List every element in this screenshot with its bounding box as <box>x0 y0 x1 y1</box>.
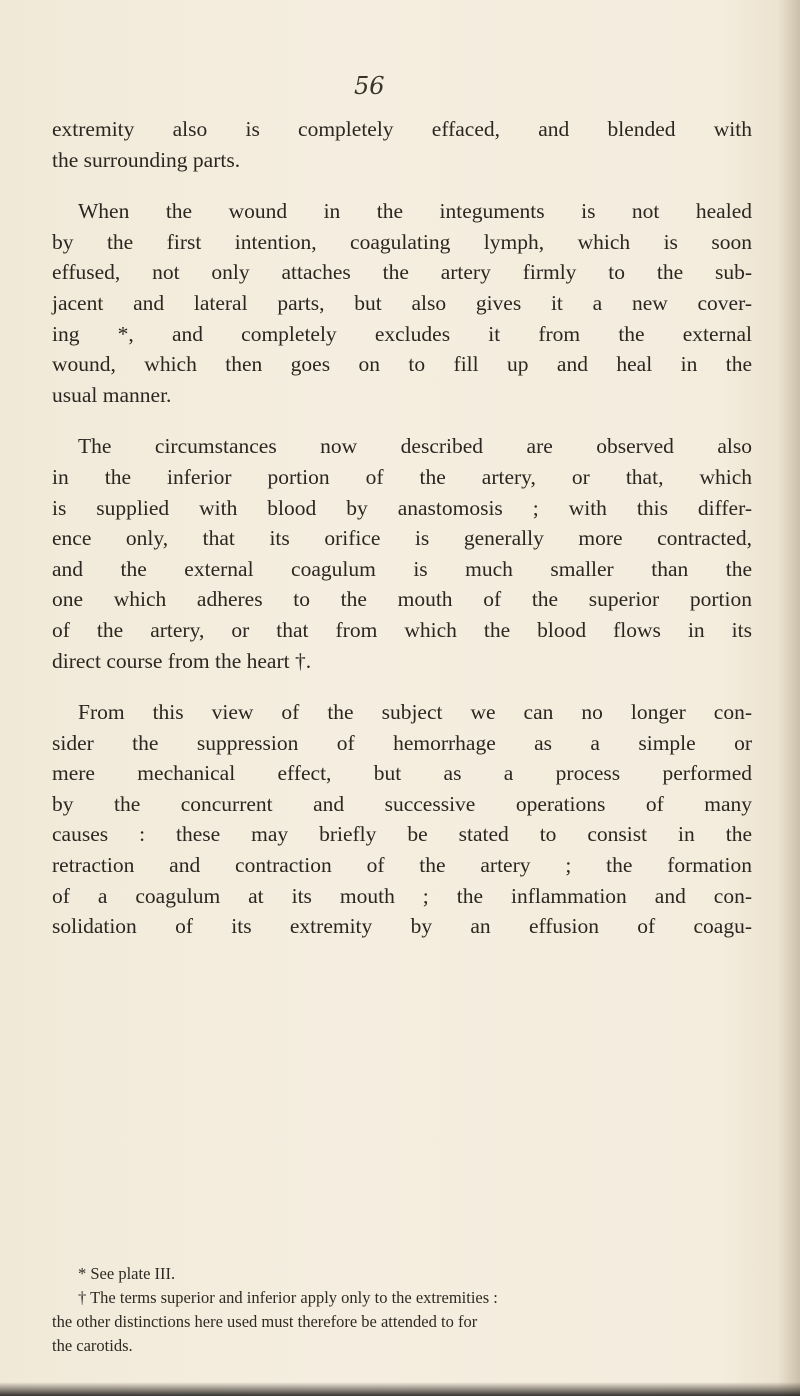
footnotes <box>52 1262 752 1358</box>
body-text <box>52 114 752 963</box>
text-line: mere mechanical effect, but as a process performed <box>52 761 752 786</box>
text-line: by the concurrent and successive operations of many <box>52 791 752 816</box>
text-line: causes : these may briefly be stated to consist in the <box>52 822 752 847</box>
text-line: effused, not only attaches the artery firmly to the sub- <box>52 260 752 285</box>
text-line: When the wound in the integuments is not healed <box>78 199 752 224</box>
page-edge-shadow <box>778 0 800 1396</box>
text-line: wound, which then goes on to fill up and heal in the <box>52 352 752 377</box>
paragraph-3 <box>52 431 752 676</box>
text-line: From this view of the subject we can no longer con- <box>78 700 752 725</box>
text-line: sider the suppression of hemorrhage as a simple or <box>52 730 752 755</box>
text-line: in the inferior portion of the artery, or that, which <box>52 464 752 489</box>
text-line: extremity also is completely effaced, and blended with <box>52 117 752 141</box>
text-line: by the first intention, coagulating lymph, which is soon <box>52 229 752 254</box>
text-line: usual manner. <box>52 382 172 407</box>
text-line: of a coagulum at its mouth ; the inflammation and con- <box>52 883 752 908</box>
page-number: 56 <box>354 72 385 100</box>
text-line: retraction and contraction of the artery ; the formation <box>52 853 752 878</box>
text-line: and the external coagulum is much smaller than the <box>52 556 752 581</box>
text-line: the surrounding parts. <box>52 147 241 172</box>
text-line: The circumstances now described are observed also <box>78 434 752 459</box>
paragraph-4 <box>52 697 752 942</box>
footnote: † The terms superior and inferior apply only to the extremities : <box>78 1288 498 1307</box>
page-bottom-shadow <box>0 1382 800 1396</box>
paragraph-2 <box>52 196 752 410</box>
text-line: direct course from the heart †. <box>52 648 312 673</box>
text-line: ence only, that its orifice is generally more contracted, <box>52 526 752 551</box>
text-line: one which adheres to the mouth of the superior portion <box>52 587 752 612</box>
text-line: is supplied with blood by anastomosis ; with this differ- <box>52 495 752 520</box>
text-line: ing *, and completely excludes it from the external <box>52 321 752 346</box>
footnote: * See plate III. <box>78 1264 176 1283</box>
footnote-continuation: the other distinctions here used must therefore be attended to for <box>52 1312 478 1331</box>
text-line: solidation of its extremity by an effusion of coagu- <box>52 914 752 939</box>
paragraph-1 <box>52 114 752 175</box>
text-line: of the artery, or that from which the blood flows in its <box>52 617 752 642</box>
text-line: jacent and lateral parts, but also gives it a new cover- <box>52 290 752 315</box>
footnote-continuation: the carotids. <box>52 1336 133 1355</box>
